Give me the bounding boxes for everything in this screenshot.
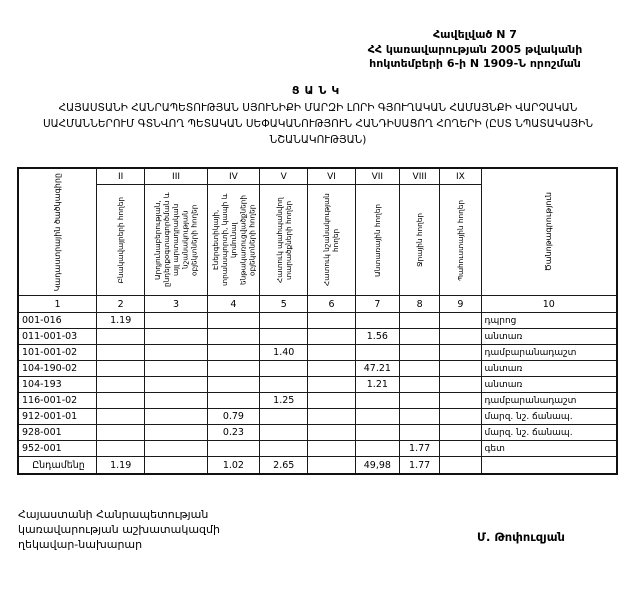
cadastral-code-cell: 011-001-03 — [18, 329, 97, 345]
value-cell — [260, 409, 308, 425]
roman-numeral-cell: III — [145, 168, 207, 185]
footer-signatory-block — [18, 507, 220, 553]
total-value-cell — [308, 457, 355, 475]
value-cell — [97, 377, 145, 393]
table-row — [18, 425, 617, 441]
column-number-cell: 6 — [308, 296, 355, 313]
value-cell — [260, 329, 308, 345]
column-header-cell — [145, 185, 207, 296]
value-cell — [207, 345, 259, 361]
value-cell — [145, 313, 207, 329]
cadastral-code-cell: 101-001-02 — [18, 345, 97, 361]
value-cell — [440, 409, 481, 425]
value-cell — [440, 377, 481, 393]
value-cell — [207, 441, 259, 457]
note-cell: դպրոց — [481, 313, 617, 329]
footer-line3: ղեկավար-նախարար — [18, 538, 143, 552]
total-label-cell: Ընդամենը — [18, 457, 97, 475]
column-header-cell — [399, 185, 439, 296]
value-cell — [308, 313, 355, 329]
note-cell: անտառ — [481, 377, 617, 393]
value-cell — [145, 425, 207, 441]
table-row — [18, 393, 617, 409]
column-number-cell: 1 — [18, 296, 97, 313]
cadastral-code-cell: 104-193 — [18, 377, 97, 393]
value-cell — [399, 313, 439, 329]
value-cell — [97, 409, 145, 425]
column-number-cell: 10 — [481, 296, 617, 313]
cadastral-code-cell: 001-016 — [18, 313, 97, 329]
value-cell — [97, 441, 145, 457]
value-cell — [355, 313, 399, 329]
value-cell: 1.77 — [399, 441, 439, 457]
cadastral-code-cell: 912-001-01 — [18, 409, 97, 425]
value-cell — [308, 361, 355, 377]
roman-numeral-cell: IV — [207, 168, 259, 185]
document-title: ՀԱՅԱՍՏԱՆԻ ՀԱՆՐԱՊԵՏՈՒԹՅԱՆ ՍՅՈՒՆԻՔԻ ՄԱՐԶԻ ԼՈՐԻ ԳՅՈՒՂԱԿԱՆ ՀԱՄԱՅՆՔԻ ՎԱՐՉԱԿԱՆ ՍԱՀՄԱՆՆԵՐՈՒՄ ԳՏՆՎՈՂ ՊԵՏԱԿԱՆ ՍԵՓԱԿԱՆՈՒԹՅՈՒՆ ՀԱՆԴԻՍԱՑՈՂ ՀՈՂԵՐԻ (ԸՍՏ ՆՊԱՏԱԿԱՅԻՆ ՆՇԱՆԱԿՈՒԹՅԱՆ) — [42, 102, 594, 146]
column-header-label: Պահուստային հողեր — [455, 199, 465, 281]
column-header-cell — [308, 185, 355, 296]
cadastral-code-cell: 116-001-02 — [18, 393, 97, 409]
value-cell: 0.79 — [207, 409, 259, 425]
value-cell — [355, 441, 399, 457]
column-number-cell: 4 — [207, 296, 259, 313]
table-row — [18, 345, 617, 361]
column-header-cell — [97, 185, 145, 296]
value-cell — [97, 329, 145, 345]
column-number-cell: 3 — [145, 296, 207, 313]
table-row — [18, 361, 617, 377]
roman-numeral-cell: VI — [308, 168, 355, 185]
total-value-cell: 1.02 — [207, 457, 259, 475]
appendix-block — [318, 28, 632, 72]
value-cell — [260, 441, 308, 457]
value-cell — [399, 425, 439, 441]
roman-numeral-cell: IX — [440, 168, 481, 185]
note-cell: անտառ — [481, 329, 617, 345]
value-cell: 1.19 — [97, 313, 145, 329]
value-cell: 47.21 — [355, 361, 399, 377]
column-number-cell: 9 — [440, 296, 481, 313]
value-cell — [260, 425, 308, 441]
value-cell — [97, 361, 145, 377]
cadastral-code-cell: 104-190-02 — [18, 361, 97, 377]
value-cell — [355, 393, 399, 409]
table-row — [18, 329, 617, 345]
value-cell — [399, 409, 439, 425]
column-number-cell: 7 — [355, 296, 399, 313]
value-cell — [399, 329, 439, 345]
value-cell — [399, 377, 439, 393]
total-value-cell: 2.65 — [260, 457, 308, 475]
footer-line1: Հայաստանի Հանրապետության — [18, 508, 209, 521]
value-cell — [440, 361, 481, 377]
value-cell — [440, 425, 481, 441]
note-cell: դամբարանադաշտ — [481, 393, 617, 409]
value-cell — [308, 377, 355, 393]
column-header-label: Ջրային հողեր — [415, 212, 425, 267]
value-cell — [207, 313, 259, 329]
column-header-label: Արդյունաբերության, ընդերքօգտագործման և այլ արտադրական նշանակության օբյեկտների հողեր — [153, 192, 199, 288]
table-row — [18, 377, 617, 393]
col1-header-label: Կադաստրային ծածկագիրը — [52, 172, 62, 292]
value-cell — [207, 393, 259, 409]
value-cell: 1.40 — [260, 345, 308, 361]
value-cell — [440, 393, 481, 409]
value-cell — [440, 441, 481, 457]
table-number-row — [18, 296, 617, 313]
value-cell — [145, 361, 207, 377]
table-row — [18, 441, 617, 457]
col1-header-cell — [18, 168, 97, 296]
value-cell — [399, 345, 439, 361]
column-header-cell — [440, 185, 481, 296]
total-note-cell — [481, 457, 617, 475]
value-cell — [145, 393, 207, 409]
col10-header-label: Ծանոթագրություն — [543, 192, 553, 272]
cadastral-code-cell: 928-001 — [18, 425, 97, 441]
value-cell — [97, 425, 145, 441]
value-cell — [308, 441, 355, 457]
column-header-label: Հատուկ պահպանվող տարածքների հողեր — [274, 197, 293, 283]
value-cell — [145, 409, 207, 425]
value-cell: 1.25 — [260, 393, 308, 409]
column-header-label: Բնակավայրերի հողեր — [116, 196, 126, 284]
footer-line2: կառավարության աշխատակազմի — [18, 523, 220, 537]
note-cell: անտառ — [481, 361, 617, 377]
column-header-label: Հատուկ նշանակության հողեր — [322, 193, 341, 287]
value-cell: 1.56 — [355, 329, 399, 345]
table-row — [18, 409, 617, 425]
value-cell — [399, 393, 439, 409]
value-cell — [145, 329, 207, 345]
value-cell — [97, 345, 145, 361]
value-cell — [355, 345, 399, 361]
value-cell — [308, 329, 355, 345]
value-cell — [308, 345, 355, 361]
value-cell — [207, 329, 259, 345]
column-header-cell — [260, 185, 308, 296]
column-header-label: Անտառային հողեր — [372, 203, 382, 277]
column-header-label: Էներգետիկայի, տրանսպորտի, կապի և կոմունալ ենթակառուցվածքների օբյեկտների հողեր — [210, 193, 257, 287]
roman-numeral-cell: VIII — [399, 168, 439, 185]
roman-numeral-cell: II — [97, 168, 145, 185]
roman-numeral-cell: VII — [355, 168, 399, 185]
value-cell — [355, 409, 399, 425]
value-cell — [440, 329, 481, 345]
column-number-cell: 2 — [97, 296, 145, 313]
value-cell: 0.23 — [207, 425, 259, 441]
value-cell — [97, 393, 145, 409]
document-caption: ՑԱՆԿ — [291, 84, 345, 97]
value-cell — [260, 361, 308, 377]
value-cell — [260, 313, 308, 329]
column-number-cell: 8 — [399, 296, 439, 313]
value-cell — [440, 345, 481, 361]
appendix-line1: Հավելված N 7 — [433, 28, 517, 41]
cadastral-code-cell: 952-001 — [18, 441, 97, 457]
value-cell — [308, 393, 355, 409]
note-cell: գետ — [481, 441, 617, 457]
value-cell — [308, 425, 355, 441]
value-cell — [145, 377, 207, 393]
value-cell — [207, 377, 259, 393]
value-cell — [355, 425, 399, 441]
note-cell: մարզ. նշ. ճանապ. — [481, 425, 617, 441]
appendix-line2: ՀՀ կառավարության 2005 թվականի — [367, 42, 583, 56]
roman-numeral-cell: V — [260, 168, 308, 185]
column-header-cell — [207, 185, 259, 296]
col10-header-cell — [481, 168, 617, 296]
total-value-cell: 1.19 — [97, 457, 145, 475]
column-header-cell — [355, 185, 399, 296]
column-number-cell: 5 — [260, 296, 308, 313]
note-cell: մարզ. նշ. ճանապ. — [481, 409, 617, 425]
table-row — [18, 313, 617, 329]
signature-name: Մ. Թոփուզյան — [477, 530, 565, 544]
value-cell: 1.21 — [355, 377, 399, 393]
value-cell — [440, 313, 481, 329]
value-cell — [145, 345, 207, 361]
appendix-line3: հոկտեմբերի 6-ի N 1909-Ն որոշման — [369, 57, 581, 71]
value-cell — [207, 361, 259, 377]
total-value-cell: 49,98 — [355, 457, 399, 475]
value-cell — [399, 361, 439, 377]
value-cell — [308, 409, 355, 425]
land-registry-table — [17, 167, 618, 475]
total-value-cell — [440, 457, 481, 475]
note-cell: դամբարանադաշտ — [481, 345, 617, 361]
total-value-cell: 1.77 — [399, 457, 439, 475]
value-cell — [260, 377, 308, 393]
value-cell — [145, 441, 207, 457]
table-roman-row — [18, 168, 617, 185]
total-value-cell — [145, 457, 207, 475]
table-total-row — [18, 457, 617, 475]
